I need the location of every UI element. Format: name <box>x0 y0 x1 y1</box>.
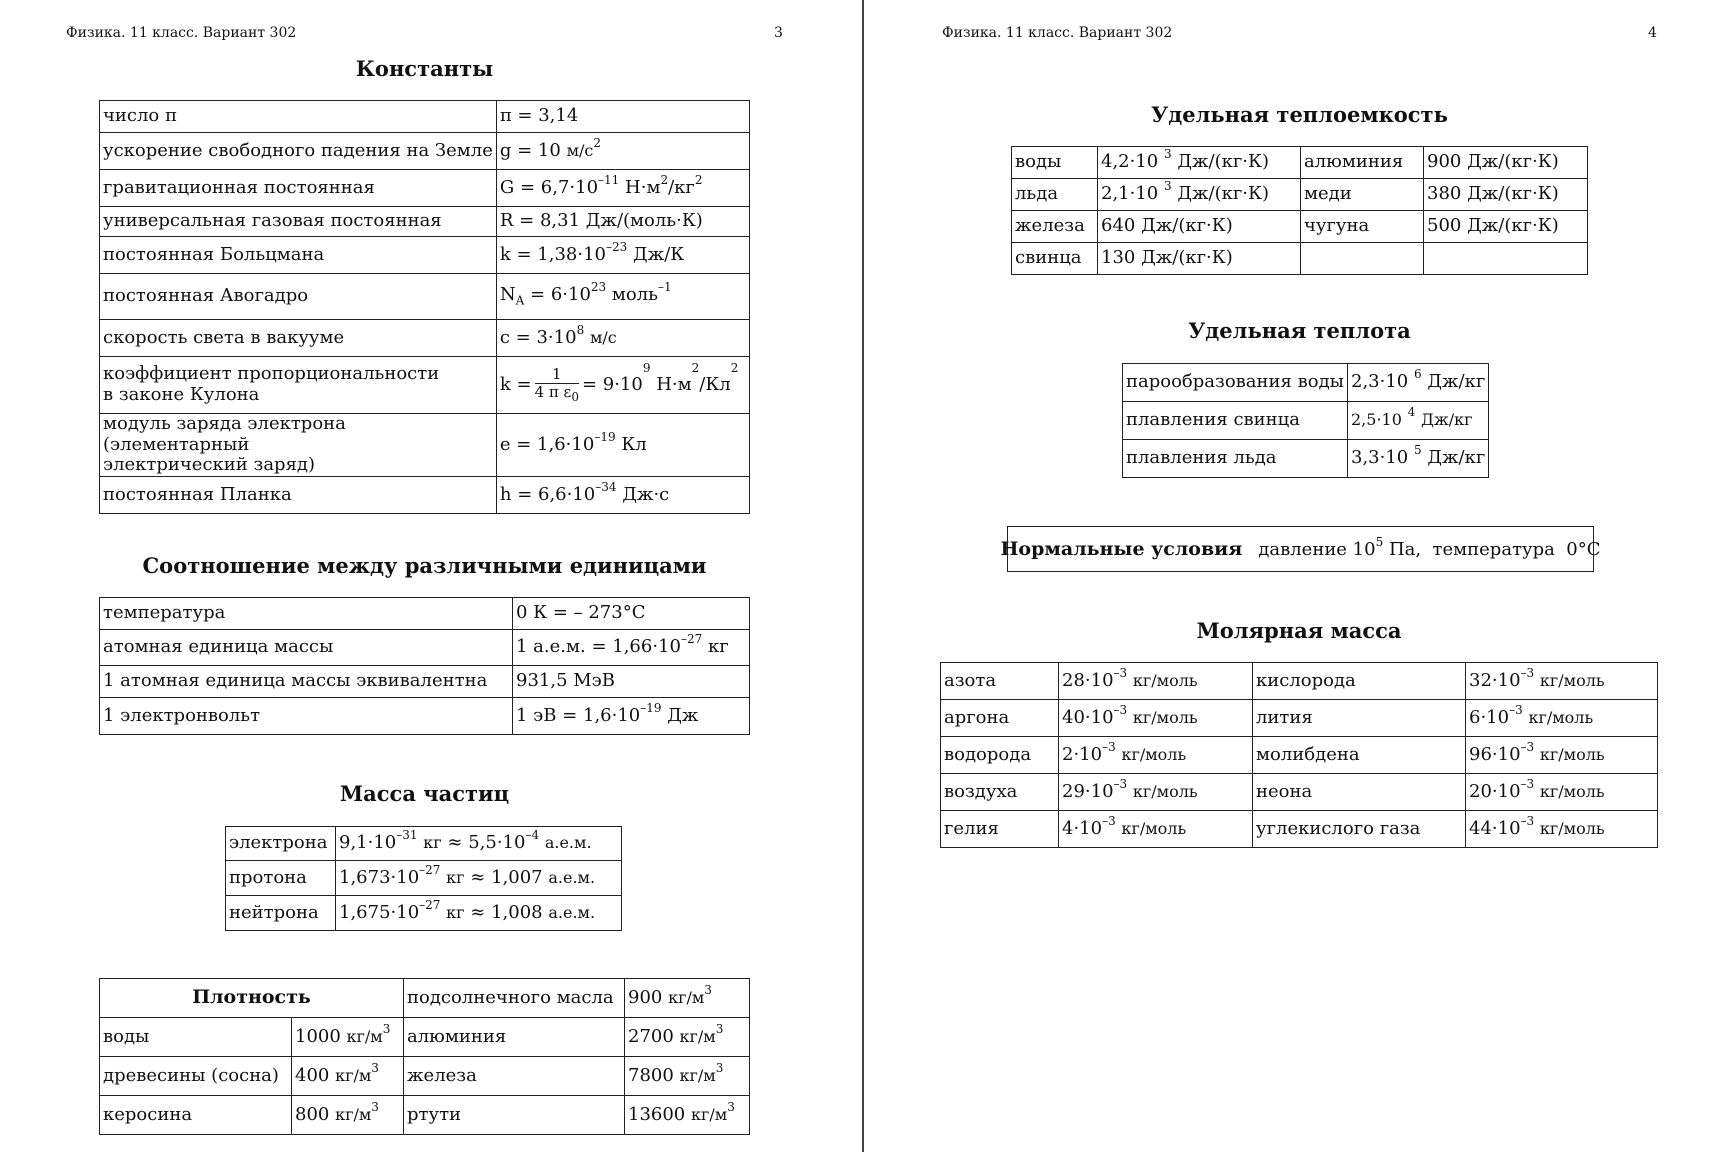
particles-table <box>225 826 622 931</box>
table-row <box>100 1057 750 1096</box>
constant-value: g = 10 $м/с^2$ <box>496 133 749 170</box>
heat-capacity-name <box>1301 243 1424 275</box>
heat-capacity-name: свинца <box>1012 243 1098 275</box>
molar-mass-value: $2\cdot 10^{-3}$ кг/моль <box>1059 737 1253 774</box>
table-row <box>100 101 750 133</box>
density-value: 900 $кг/м^3$ <box>625 979 750 1018</box>
density-name: ртути <box>404 1096 625 1135</box>
table-row <box>100 357 750 414</box>
unit-name: 1 электронвольт <box>100 698 513 735</box>
density-title: Плотность <box>100 979 404 1018</box>
heat-capacity-value: 130 Дж/(кг·К) <box>1098 243 1301 275</box>
molar-mass-table <box>940 662 1658 848</box>
table-row <box>941 811 1658 848</box>
heat-capacity-name: меди <box>1301 179 1424 211</box>
specific-heat-value: 2,3·10 $^6$ Дж/кг <box>1348 364 1489 402</box>
molar-mass-value: $32\cdot 10^{-3}$ кг/моль <box>1466 663 1658 700</box>
left-page-number: 3 <box>774 25 783 41</box>
specific-heat-name: плавления льда <box>1123 440 1348 478</box>
constant-value: k = $\frac{1}{4 \pi \varepsilon_0}$ = $9\cdot 10^9$ $Н\cdot м^2/Кл^2$ <box>496 357 749 414</box>
constant-value: $e = 1,6\cdot 10^{-19}$ Кл <box>496 414 749 477</box>
constant-name: гравитационная постоянная <box>100 170 497 207</box>
unit-name: атомная единица массы <box>100 630 513 666</box>
molar-mass-value: $28\cdot 10^{-3}$ кг/моль <box>1059 663 1253 700</box>
constant-name: постоянная Больцмана <box>100 237 497 274</box>
molar-mass-name: гелия <box>941 811 1059 848</box>
table-row <box>100 133 750 170</box>
density-value: 1000 $кг/м^3$ <box>292 1018 404 1057</box>
particle-name: протона <box>226 861 336 896</box>
molar-mass-title: Молярная масса <box>1196 618 1402 643</box>
table-row <box>100 477 750 514</box>
table-row <box>1123 364 1489 402</box>
unit-value: 931,5 МэВ <box>513 666 750 698</box>
table-row <box>1012 243 1588 275</box>
constant-value: $c = 3\cdot 10^8$ м/с <box>496 320 749 357</box>
unit-name: 1 атомная единица массы эквивалентна <box>100 666 513 698</box>
molar-mass-name: молибдена <box>1253 737 1466 774</box>
table-row <box>941 663 1658 700</box>
molar-mass-value: $6\cdot 10^{-3}$ кг/моль <box>1466 700 1658 737</box>
table-row <box>226 896 622 931</box>
left-header-title: Физика. 11 класс. Вариант 302 <box>66 25 297 41</box>
unit-value: 0 К = – 273°С <box>513 598 750 630</box>
heat-capacity-name: льда <box>1012 179 1098 211</box>
constant-value: $k = 1,38\cdot 10^{-23}$ Дж/К <box>496 237 749 274</box>
right-page-number: 4 <box>1648 25 1657 41</box>
constant-value: R = 8,31 Дж/(моль·К) <box>496 207 749 237</box>
constants-table <box>99 100 750 514</box>
particle-mass: $1,673\cdot 10^{-27}$ кг ≈ 1,007 а.е.м. <box>336 861 622 896</box>
particles-title: Масса частиц <box>339 781 510 806</box>
particle-name: электрона <box>226 827 336 861</box>
heat-capacity-value: 4,2·10 $^3$ Дж/(кг·К) <box>1098 147 1301 179</box>
table-row <box>100 598 750 630</box>
particle-mass: $1,675\cdot 10^{-27}$ кг ≈ 1,008 а.е.м. <box>336 896 622 931</box>
table-row <box>941 737 1658 774</box>
molar-mass-value: $20\cdot 10^{-3}$ кг/моль <box>1466 774 1658 811</box>
table-row <box>100 630 750 666</box>
normal-conditions-box <box>1000 526 1601 572</box>
heat-capacity-name: железа <box>1012 211 1098 243</box>
constant-name: число π <box>100 101 497 133</box>
normal-conditions-text: давление $10^5$ Па, температура 0°С <box>1258 534 1601 560</box>
molar-mass-name: лития <box>1253 700 1466 737</box>
constant-value: $G = 6,7\cdot 10^{-11}$ $Н\cdot м^2/кг^2$ <box>496 170 749 207</box>
heat-capacity-title: Удельная теплоемкость <box>1151 102 1448 127</box>
table-row <box>941 700 1658 737</box>
heat-capacity-table <box>1011 146 1588 275</box>
density-name: керосина <box>100 1096 292 1135</box>
constant-name: модуль заряда электрона (элементарный электрический заряд) <box>100 414 497 477</box>
heat-capacity-name: чугуна <box>1301 211 1424 243</box>
heat-capacity-value: 900 Дж/(кг·К) <box>1424 147 1588 179</box>
molar-mass-name: водорода <box>941 737 1059 774</box>
constant-value: $h = 6,6\cdot 10^{-34}$ Дж·с <box>496 477 749 514</box>
density-name: воды <box>100 1018 292 1057</box>
constant-name: постоянная Авогадро <box>100 274 497 320</box>
table-row <box>1123 440 1489 478</box>
molar-mass-name: углекислого газа <box>1253 811 1466 848</box>
specific-heat-name: плавления свинца <box>1123 402 1348 440</box>
table-row <box>1012 211 1588 243</box>
table-row <box>100 170 750 207</box>
heat-capacity-name: алюминия <box>1301 147 1424 179</box>
specific-heat-title: Удельная теплота <box>1188 318 1411 343</box>
heat-capacity-value: 380 Дж/(кг·К) <box>1424 179 1588 211</box>
constant-name: постоянная Планка <box>100 477 497 514</box>
specific-heat-name: парообразования воды <box>1123 364 1348 402</box>
table-row <box>100 414 750 477</box>
fraction: $\frac{1}{4 \pi \varepsilon_0}$ <box>534 365 579 404</box>
constant-name: ускорение свободного падения на Земле <box>100 133 497 170</box>
table-row <box>100 237 750 274</box>
density-value: 13600 $кг/м^3$ <box>625 1096 750 1135</box>
table-row <box>100 698 750 735</box>
density-name: древесины (сосна) <box>100 1057 292 1096</box>
molar-mass-value: $96\cdot 10^{-3}$ кг/моль <box>1466 737 1658 774</box>
molar-mass-name: азота <box>941 663 1059 700</box>
density-name: железа <box>404 1057 625 1096</box>
constant-name: универсальная газовая постоянная <box>100 207 497 237</box>
table-row <box>100 207 750 237</box>
particle-mass: $9,1\cdot 10^{-31}$ кг ≈ $5,5\cdot 10^{-4}$ а.е.м. <box>336 827 622 861</box>
molar-mass-name: кислорода <box>1253 663 1466 700</box>
specific-heat-table <box>1122 363 1489 478</box>
heat-capacity-value: 500 Дж/(кг·К) <box>1424 211 1588 243</box>
table-row <box>1012 147 1588 179</box>
molar-mass-value: $4\cdot 10^{-3}$ кг/моль <box>1059 811 1253 848</box>
molar-mass-value: $40\cdot 10^{-3}$ кг/моль <box>1059 700 1253 737</box>
units-title: Соотношение между различными единицами <box>142 553 707 578</box>
molar-mass-name: неона <box>1253 774 1466 811</box>
table-row <box>100 1018 750 1057</box>
density-value: 2700 $кг/м^3$ <box>625 1018 750 1057</box>
specific-heat-value: 3,3·10 $^5$ Дж/кг <box>1348 440 1489 478</box>
table-row <box>941 774 1658 811</box>
table-row <box>1012 179 1588 211</box>
molar-mass-value: $29\cdot 10^{-3}$ кг/моль <box>1059 774 1253 811</box>
table-row <box>226 827 622 861</box>
heat-capacity-value: 640 Дж/(кг·К) <box>1098 211 1301 243</box>
density-table <box>99 978 750 1135</box>
normal-conditions-label: Нормальные условия <box>1000 538 1243 560</box>
density-value: 800 $кг/м^3$ <box>292 1096 404 1135</box>
heat-capacity-value <box>1424 243 1588 275</box>
specific-heat-value: 2,5·10 $^4$ Дж/кг <box>1348 402 1489 440</box>
constant-name: коэффициент пропорциональности в законе Кулона <box>100 357 497 414</box>
page-divider <box>862 0 864 1152</box>
table-row <box>100 1096 750 1135</box>
density-name: алюминия <box>404 1018 625 1057</box>
molar-mass-name: аргона <box>941 700 1059 737</box>
heat-capacity-value: 2,1·10 $^3$ Дж/(кг·К) <box>1098 179 1301 211</box>
constant-value: π = 3,14 <box>496 101 749 133</box>
constant-name: скорость света в вакууме <box>100 320 497 357</box>
unit-value: 1 а.е.м. = $1,66\cdot 10^{-27}$ кг <box>513 630 750 666</box>
unit-name: температура <box>100 598 513 630</box>
constants-title: Константы <box>355 56 494 81</box>
table-row <box>226 861 622 896</box>
unit-value: 1 эВ = $1,6\cdot 10^{-19}$ Дж <box>513 698 750 735</box>
density-value: 400 $кг/м^3$ <box>292 1057 404 1096</box>
table-row <box>100 320 750 357</box>
heat-capacity-name: воды <box>1012 147 1098 179</box>
particle-name: нейтрона <box>226 896 336 931</box>
density-name: подсолнечного масла <box>404 979 625 1018</box>
units-table <box>99 597 750 735</box>
molar-mass-value: $44\cdot 10^{-3}$ кг/моль <box>1466 811 1658 848</box>
right-header-title: Физика. 11 класс. Вариант 302 <box>942 25 1173 41</box>
density-value: 7800 $кг/м^3$ <box>625 1057 750 1096</box>
constant-value: $N_A = 6\cdot 10^{23}$ моль$^{-1}$ <box>496 274 749 320</box>
table-row <box>100 274 750 320</box>
table-row <box>1123 402 1489 440</box>
molar-mass-name: воздуха <box>941 774 1059 811</box>
table-row <box>100 666 750 698</box>
table-row <box>100 979 750 1018</box>
